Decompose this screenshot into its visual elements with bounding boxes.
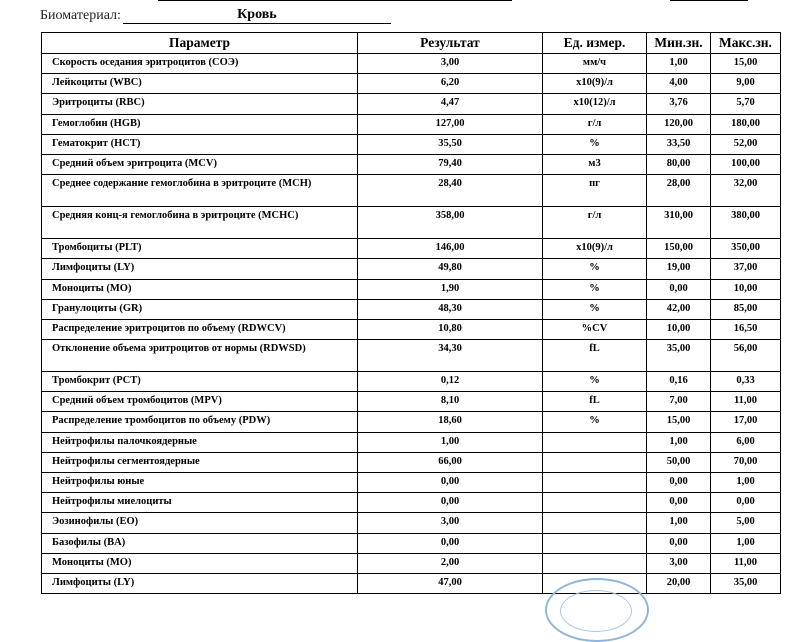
table-row: [42, 340, 781, 372]
table-row: [42, 573, 781, 593]
cell-unit: %: [543, 372, 647, 392]
cell-result: 8,10: [358, 392, 543, 412]
cell-parameter: Эозинофилы (EO): [42, 513, 358, 533]
cell-result: 34,30: [358, 340, 543, 372]
cell-result: 146,00: [358, 239, 543, 259]
table-row: [42, 372, 781, 392]
table-row: [42, 452, 781, 472]
cell-min: 310,00: [647, 207, 711, 239]
cell-min: 120,00: [647, 114, 711, 134]
top-rule-left: [158, 0, 512, 1]
cell-max: 0,00: [711, 493, 781, 513]
table-row: [42, 299, 781, 319]
cell-max: 15,00: [711, 54, 781, 74]
cell-result: 28,40: [358, 175, 543, 207]
cell-min: 1,00: [647, 513, 711, 533]
cell-unit: х10(12)/л: [543, 94, 647, 114]
cell-unit: [543, 493, 647, 513]
cell-min: 1,00: [647, 54, 711, 74]
cell-max: 16,50: [711, 319, 781, 339]
table-row: [42, 175, 781, 207]
cell-result: 66,00: [358, 452, 543, 472]
table-row: [42, 513, 781, 533]
cell-result: 47,00: [358, 573, 543, 593]
cell-min: 3,76: [647, 94, 711, 114]
cell-parameter: Тромбоциты (PLT): [42, 239, 358, 259]
cell-result: 3,00: [358, 513, 543, 533]
cell-min: 42,00: [647, 299, 711, 319]
cell-result: 358,00: [358, 207, 543, 239]
cell-unit: пг: [543, 175, 647, 207]
cell-min: 28,00: [647, 175, 711, 207]
cell-unit: мм/ч: [543, 54, 647, 74]
biomaterial-line: [40, 6, 391, 24]
cell-max: 6,00: [711, 432, 781, 452]
table-row: [42, 114, 781, 134]
cell-min: 1,00: [647, 432, 711, 452]
results-table: [41, 32, 781, 594]
cell-result: 6,20: [358, 74, 543, 94]
cell-min: 4,00: [647, 74, 711, 94]
cell-min: 33,50: [647, 134, 711, 154]
biomaterial-label: Биоматериал:: [40, 8, 121, 23]
cell-max: 100,00: [711, 154, 781, 174]
cell-unit: х10(9)/л: [543, 74, 647, 94]
header-min: Мин.зн.: [647, 33, 711, 54]
cell-parameter: Лимфоциты (LY): [42, 259, 358, 279]
cell-result: 18,60: [358, 412, 543, 432]
cell-parameter: Гранулоциты (GR): [42, 299, 358, 319]
cell-parameter: Тромбокрит (PCT): [42, 372, 358, 392]
cell-parameter: Среднее содержание гемоглобина в эритроците (MCH): [42, 175, 358, 207]
cell-result: 49,80: [358, 259, 543, 279]
cell-result: 48,30: [358, 299, 543, 319]
table-row: [42, 473, 781, 493]
table-row: [42, 319, 781, 339]
cell-parameter: Лимфоциты (LY): [42, 573, 358, 593]
cell-unit: г/л: [543, 114, 647, 134]
cell-min: 0,00: [647, 473, 711, 493]
cell-result: 35,50: [358, 134, 543, 154]
cell-max: 1,00: [711, 533, 781, 553]
cell-unit: [543, 432, 647, 452]
cell-result: 2,00: [358, 553, 543, 573]
cell-parameter: Нейтрофилы палочкоядерные: [42, 432, 358, 452]
header-parameter: Параметр: [42, 33, 358, 54]
cell-parameter: Эритроциты (RBC): [42, 94, 358, 114]
table-row: [42, 74, 781, 94]
cell-unit: [543, 452, 647, 472]
cell-unit: [543, 553, 647, 573]
cell-result: 3,00: [358, 54, 543, 74]
cell-unit: %: [543, 279, 647, 299]
cell-min: 50,00: [647, 452, 711, 472]
cell-unit: fL: [543, 392, 647, 412]
cell-min: 150,00: [647, 239, 711, 259]
cell-max: 85,00: [711, 299, 781, 319]
cell-max: 180,00: [711, 114, 781, 134]
cell-parameter: Нейтрофилы сегментоядерные: [42, 452, 358, 472]
cell-min: 15,00: [647, 412, 711, 432]
cell-min: 3,00: [647, 553, 711, 573]
cell-result: 0,12: [358, 372, 543, 392]
table-header-row: [42, 33, 781, 54]
cell-unit: м3: [543, 154, 647, 174]
cell-max: 10,00: [711, 279, 781, 299]
table-row: [42, 392, 781, 412]
cell-max: 52,00: [711, 134, 781, 154]
cell-result: 79,40: [358, 154, 543, 174]
cell-min: 0,00: [647, 533, 711, 553]
cell-unit: [543, 513, 647, 533]
cell-parameter: Гематокрит (HCT): [42, 134, 358, 154]
cell-result: 4,47: [358, 94, 543, 114]
cell-min: 20,00: [647, 573, 711, 593]
cell-parameter: Моноциты (MO): [42, 279, 358, 299]
stamp-seal-inner: [560, 590, 632, 632]
cell-unit: %: [543, 299, 647, 319]
cell-min: 7,00: [647, 392, 711, 412]
cell-unit: х10(9)/л: [543, 239, 647, 259]
cell-parameter: Средняя конц-я гемоглобина в эритроците (MCHC): [42, 207, 358, 239]
cell-unit: [543, 473, 647, 493]
cell-max: 37,00: [711, 259, 781, 279]
cell-max: 1,00: [711, 473, 781, 493]
cell-max: 5,00: [711, 513, 781, 533]
cell-max: 17,00: [711, 412, 781, 432]
cell-parameter: Лейкоциты (WBC): [42, 74, 358, 94]
cell-min: 10,00: [647, 319, 711, 339]
table-row: [42, 54, 781, 74]
cell-parameter: Нейтрофилы миелоциты: [42, 493, 358, 513]
cell-parameter: Распределение эритроцитов по объему (RDWCV): [42, 319, 358, 339]
cell-unit: fL: [543, 340, 647, 372]
cell-unit: %CV: [543, 319, 647, 339]
cell-min: 35,00: [647, 340, 711, 372]
cell-min: 0,16: [647, 372, 711, 392]
table-row: [42, 259, 781, 279]
table-row: [42, 154, 781, 174]
table-row: [42, 94, 781, 114]
cell-max: 32,00: [711, 175, 781, 207]
header-unit: Ед. измер.: [543, 33, 647, 54]
table-row: [42, 134, 781, 154]
header-max: Макс.зн.: [711, 33, 781, 54]
cell-max: 380,00: [711, 207, 781, 239]
cell-max: 9,00: [711, 74, 781, 94]
cell-parameter: Средний объем эритроцита (MCV): [42, 154, 358, 174]
cell-max: 350,00: [711, 239, 781, 259]
cell-parameter: Моноциты (MO): [42, 553, 358, 573]
cell-max: 35,00: [711, 573, 781, 593]
cell-min: 80,00: [647, 154, 711, 174]
cell-result: 0,00: [358, 493, 543, 513]
cell-parameter: Скорость оседания эритроцитов (СОЭ): [42, 54, 358, 74]
cell-result: 1,90: [358, 279, 543, 299]
cell-parameter: Средний объем тромбоцитов (MPV): [42, 392, 358, 412]
table-row: [42, 279, 781, 299]
cell-unit: [543, 533, 647, 553]
cell-result: 1,00: [358, 432, 543, 452]
top-rule-right: [670, 0, 748, 1]
table-row: [42, 432, 781, 452]
cell-parameter: Гемоглобин (HGB): [42, 114, 358, 134]
cell-parameter: Базофилы (BA): [42, 533, 358, 553]
table-row: [42, 493, 781, 513]
table-row: [42, 412, 781, 432]
header-result: Результат: [358, 33, 543, 54]
cell-min: 19,00: [647, 259, 711, 279]
cell-result: 0,00: [358, 533, 543, 553]
cell-unit: %: [543, 259, 647, 279]
cell-unit: %: [543, 412, 647, 432]
cell-max: 11,00: [711, 553, 781, 573]
cell-parameter: Нейтрофилы юные: [42, 473, 358, 493]
cell-min: 0,00: [647, 279, 711, 299]
cell-max: 70,00: [711, 452, 781, 472]
table-row: [42, 239, 781, 259]
cell-max: 5,70: [711, 94, 781, 114]
table-row: [42, 207, 781, 239]
cell-max: 0,33: [711, 372, 781, 392]
cell-unit: г/л: [543, 207, 647, 239]
cell-max: 11,00: [711, 392, 781, 412]
cell-min: 0,00: [647, 493, 711, 513]
table-row: [42, 533, 781, 553]
cell-result: 127,00: [358, 114, 543, 134]
cell-unit: %: [543, 134, 647, 154]
cell-max: 56,00: [711, 340, 781, 372]
cell-parameter: Распределение тромбоцитов по объему (PDW): [42, 412, 358, 432]
biomaterial-value: Кровь: [123, 6, 391, 24]
cell-parameter: Отклонение объема эритроцитов от нормы (RDWSD): [42, 340, 358, 372]
cell-result: 10,80: [358, 319, 543, 339]
table-row: [42, 553, 781, 573]
cell-result: 0,00: [358, 473, 543, 493]
